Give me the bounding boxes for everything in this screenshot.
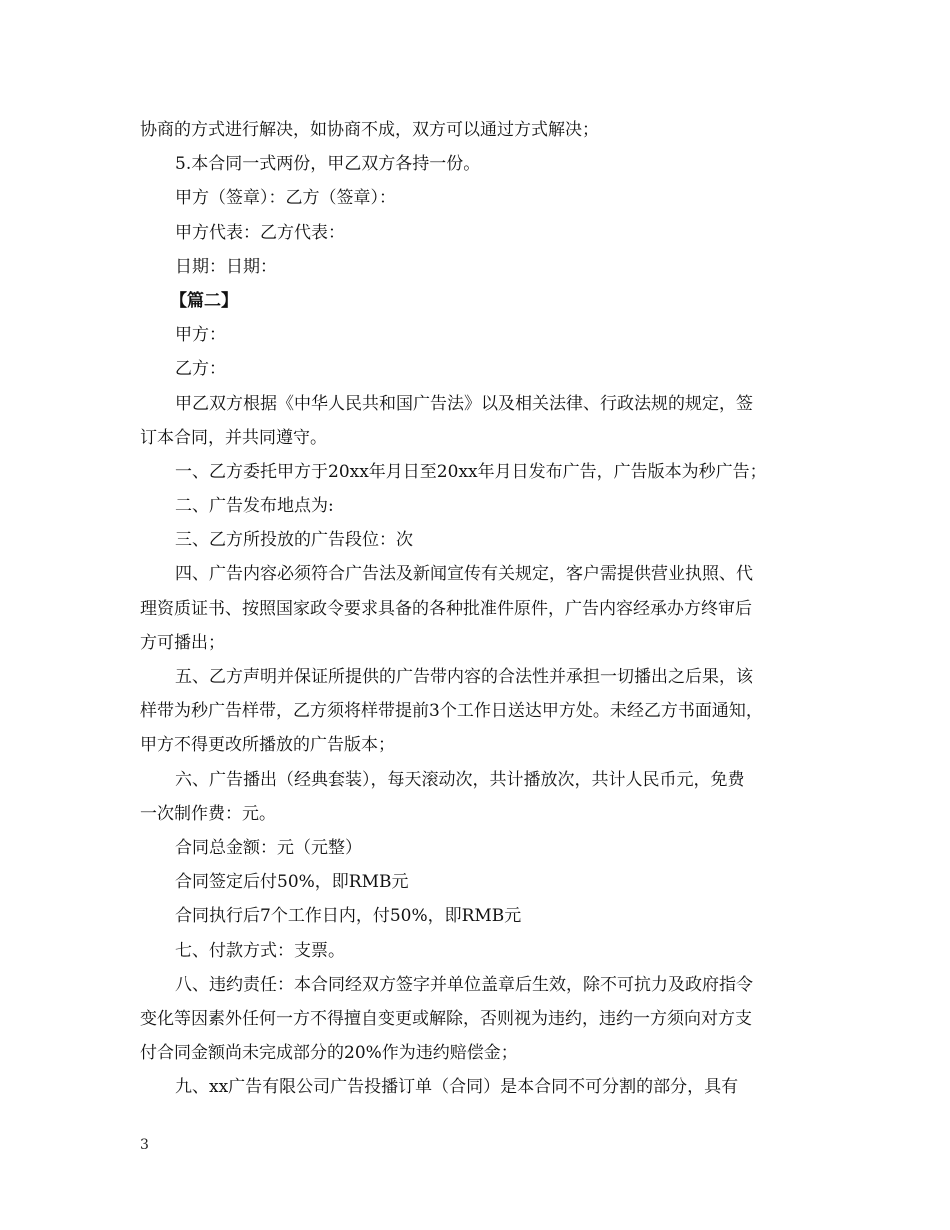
text-line: 合同执行后7个工作日内，付50%，即RMB元	[175, 906, 522, 927]
text-line: 样带为秒广告样带，乙方须将样带提前3个工作日送达甲方处。未经乙方书面通知，	[140, 701, 763, 722]
text-line: 订本合同，并共同遵守。	[140, 427, 327, 448]
text-line: 甲方不得更改所播放的广告版本；	[140, 735, 395, 756]
text-line: 九、xx广告有限公司广告投播订单（合同）是本合同不可分割的部分，具有	[175, 1077, 739, 1098]
text-line: 合同签定后付50%，即RMB元	[175, 872, 409, 893]
text-line: 六、广告播出（经典套装），每天滚动次，共计播放次，共计人民币元，免费	[175, 769, 745, 790]
text-line: 二、广告发布地点为:	[175, 496, 334, 517]
text-line: 八、违约责任：本合同经双方签字并单位盖章后生效，除不可抗力及政府指令	[175, 974, 753, 995]
page-number: 3	[140, 1137, 149, 1153]
text-line: 四、广告内容必须符合广告法及新闻宣传有关规定，客户需提供营业执照、代	[175, 564, 753, 585]
text-line: 变化等因素外任何一方不得擅自变更或解除，否则视为违约，违约一方须向对方支	[140, 1008, 752, 1029]
text-line: 乙方：	[175, 359, 226, 380]
text-line: 甲方（签章）：乙方（签章）：	[175, 188, 396, 209]
text-line: 五、乙方声明并保证所提供的广告带内容的合法性并承担一切播出之后果，该	[175, 667, 753, 687]
text-line: 甲方：	[175, 325, 226, 346]
text-line: 协商的方式进行解决，如协商不成，双方可以通过方式解决；	[140, 120, 599, 140]
text-line: 一、乙方委托甲方于20xx年月日至20xx年月日发布广告，广告版本为秒广告；	[175, 461, 767, 482]
text-line: 理资质证书、按照国家政令要求具备的各种批准件原件，广告内容经承办方终审后	[140, 598, 752, 619]
text-line: 七、付款方式：支票。	[175, 940, 345, 961]
text-line: 付合同金额尚未完成部分的20%作为违约赔偿金；	[140, 1043, 518, 1064]
text-line: 甲方代表：乙方代表：	[175, 222, 345, 243]
text-line: 5.本合同一式两份，甲乙双方各持一份。	[175, 154, 481, 175]
text-line: 甲乙双方根据《中华人民共和国广告法》以及相关法律、行政法规的规定，签	[175, 393, 753, 414]
text-line: 日期：日期：	[175, 256, 277, 277]
text-line: 方可播出；	[140, 632, 225, 653]
text-line: 合同总金额：元（元整）	[175, 837, 362, 858]
text-line: 三、乙方所投放的广告段位：次	[175, 530, 413, 551]
document-body	[140, 113, 820, 1104]
section-heading: 【篇二】	[170, 290, 238, 311]
text-line: 一次制作费：元。	[140, 803, 276, 824]
